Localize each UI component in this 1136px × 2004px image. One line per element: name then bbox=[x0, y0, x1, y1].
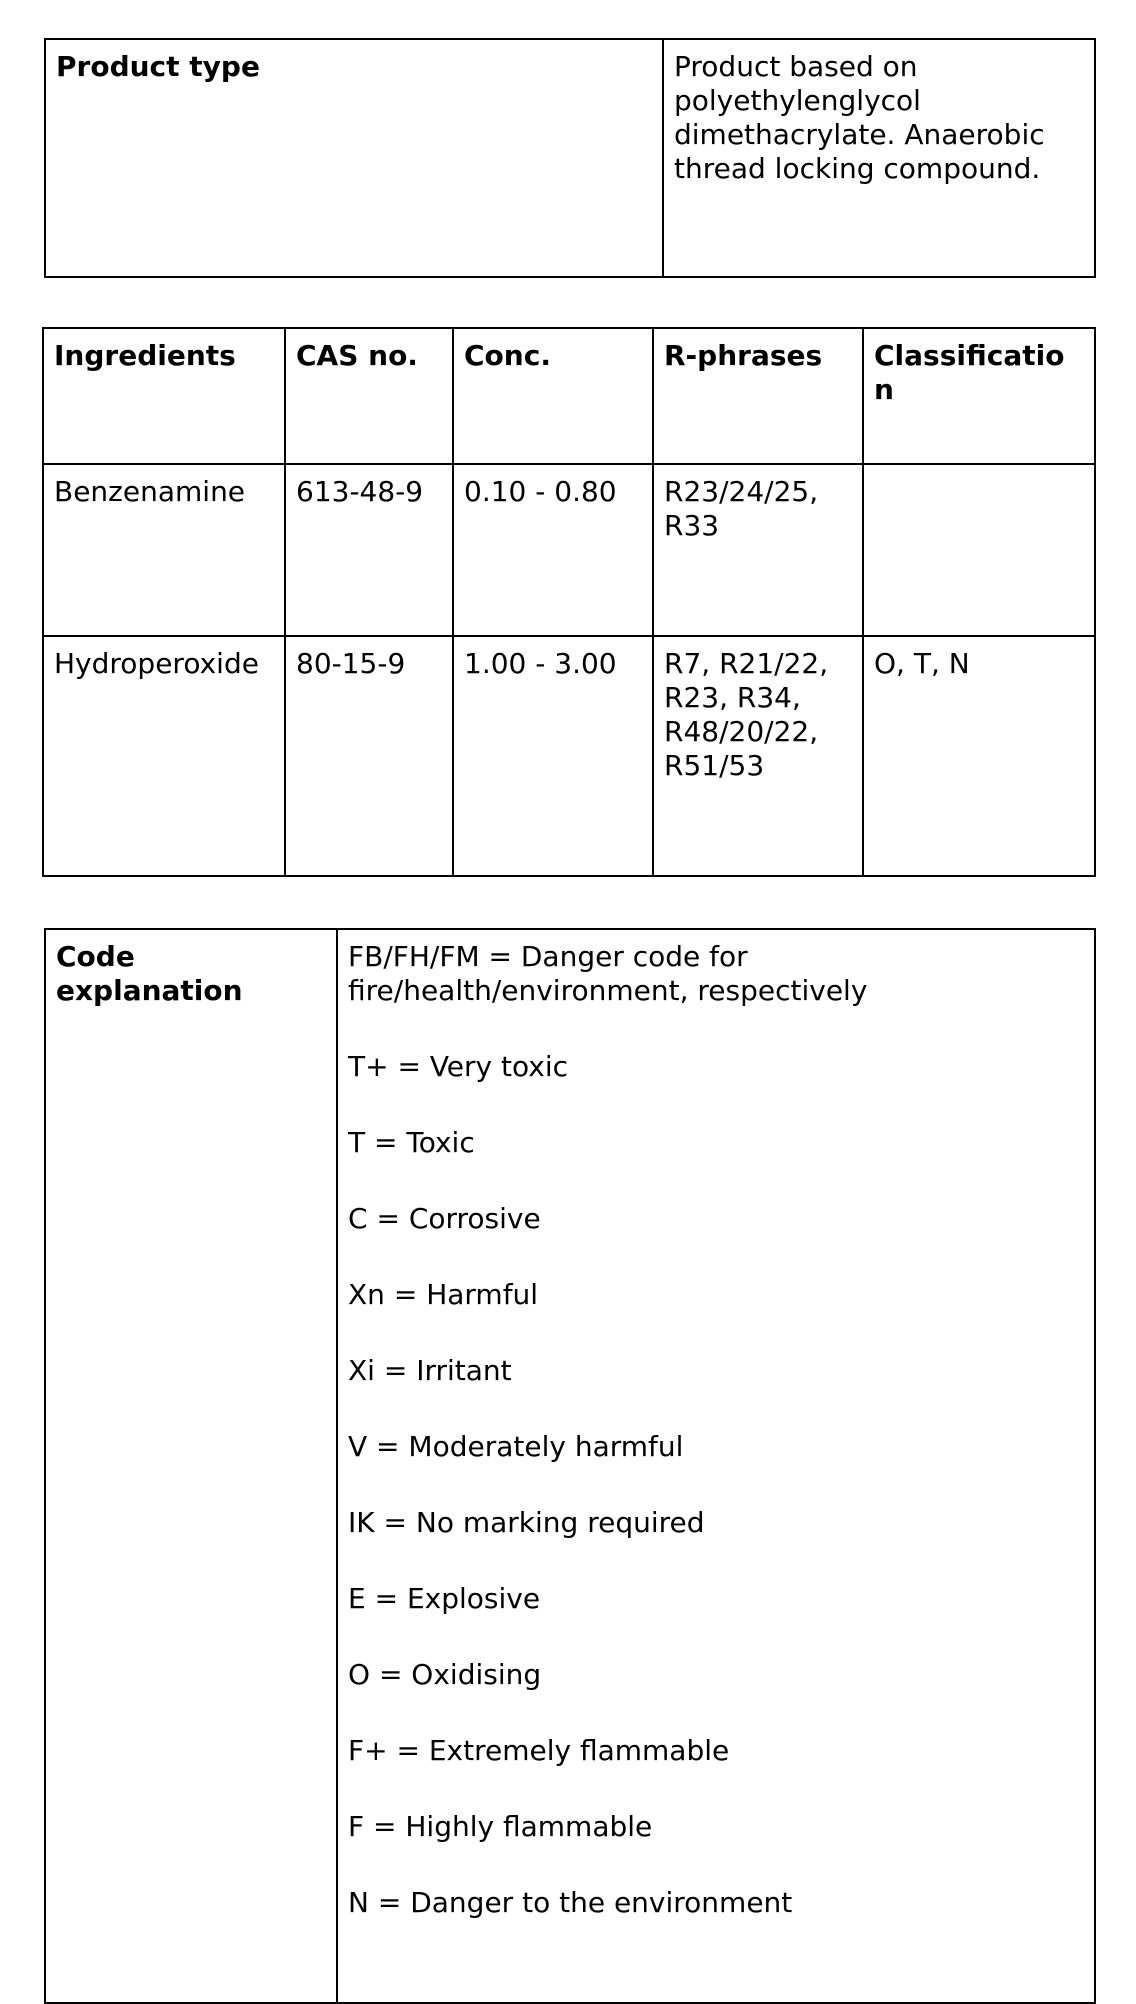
code-list bbox=[348, 940, 1084, 1920]
header-ingredients: Ingredients bbox=[43, 328, 285, 464]
list-item: C = Corrosive bbox=[348, 1202, 541, 1235]
code-explanation-content bbox=[337, 929, 1095, 2003]
ingredient-cas: 80-15-9 bbox=[285, 636, 453, 876]
ingredient-name: Benzenamine bbox=[43, 464, 285, 636]
list-item: T+ = Very toxic bbox=[348, 1050, 569, 1083]
code-explanation-row bbox=[45, 929, 1095, 2003]
header-classification: Classification bbox=[863, 328, 1095, 464]
list-item: Xi = Irritant bbox=[348, 1354, 512, 1387]
product-type-row bbox=[45, 39, 1095, 277]
list-item: FB/FH/FM = Danger code for fire/health/environment, respectively bbox=[348, 940, 868, 1007]
ingredient-name: Hydroperoxide bbox=[43, 636, 285, 876]
list-item: N = Danger to the environment bbox=[348, 1886, 793, 1919]
ingredient-classification: O, T, N bbox=[863, 636, 1095, 876]
table-row bbox=[43, 464, 1095, 636]
ingredients-header-row bbox=[43, 328, 1095, 464]
list-item: T = Toxic bbox=[348, 1126, 475, 1159]
ingredient-r-phrases: R7, R21/22, R23, R34, R48/20/22, R51/53 bbox=[653, 636, 863, 876]
header-cas-no: CAS no. bbox=[285, 328, 453, 464]
list-item: IK = No marking required bbox=[348, 1506, 705, 1539]
list-item: O = Oxidising bbox=[348, 1658, 542, 1691]
ingredient-classification bbox=[863, 464, 1095, 636]
product-type-label: Product type bbox=[45, 39, 663, 277]
list-item: E = Explosive bbox=[348, 1582, 541, 1615]
ingredient-conc: 1.00 - 3.00 bbox=[453, 636, 653, 876]
product-type-table bbox=[44, 38, 1096, 278]
product-type-value: Product based on polyethylenglycol dimethacrylate. Anaerobic thread locking compound. bbox=[663, 39, 1095, 277]
list-item: F+ = Extremely flammable bbox=[348, 1734, 730, 1767]
list-item: Xn = Harmful bbox=[348, 1278, 539, 1311]
ingredients-table bbox=[42, 327, 1096, 877]
ingredient-cas: 613-48-9 bbox=[285, 464, 453, 636]
header-conc: Conc. bbox=[453, 328, 653, 464]
ingredient-r-phrases: R23/24/25, R33 bbox=[653, 464, 863, 636]
list-item: V = Moderately harmful bbox=[348, 1430, 684, 1463]
code-explanation-table bbox=[44, 928, 1096, 2004]
table-row bbox=[43, 636, 1095, 876]
list-item: F = Highly flammable bbox=[348, 1810, 653, 1843]
header-r-phrases: R-phrases bbox=[653, 328, 863, 464]
code-explanation-label: Code explanation bbox=[45, 929, 337, 2003]
ingredient-conc: 0.10 - 0.80 bbox=[453, 464, 653, 636]
